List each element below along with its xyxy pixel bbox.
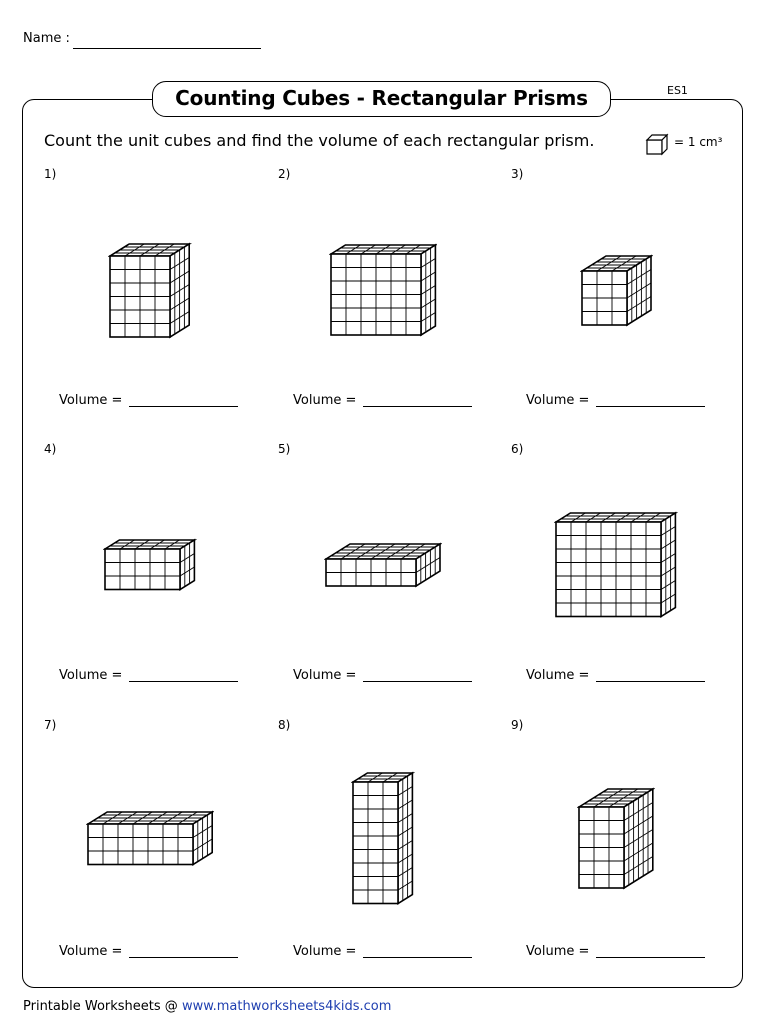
volume-answer-line[interactable] [129, 406, 238, 407]
problem-number: 1) [44, 167, 57, 181]
problem-number: 3) [511, 167, 524, 181]
prism-side-face [180, 540, 194, 590]
volume-label: Volume = [293, 944, 357, 959]
volume-answer-line[interactable] [596, 681, 705, 682]
prism-front-face [353, 782, 398, 904]
volume-label: Volume = [526, 393, 590, 408]
prism-figure-8 [351, 771, 414, 910]
rectangular-prism-figure [351, 771, 414, 906]
volume-answer-line[interactable] [596, 406, 705, 407]
volume-answer-row [59, 668, 238, 683]
rectangular-prism-figure [324, 542, 442, 588]
prism-figure-5 [324, 542, 442, 592]
prism-side-face [661, 513, 675, 617]
volume-label: Volume = [59, 393, 123, 408]
footer-prefix: Printable Worksheets @ [23, 999, 178, 1014]
volume-answer-line[interactable] [363, 957, 472, 958]
volume-answer-row [526, 944, 705, 959]
rectangular-prism-figure [580, 254, 653, 327]
prism-figure-2 [329, 243, 437, 341]
volume-answer-row [59, 393, 238, 408]
instructions-text: Count the unit cubes and find the volume of each rectangular prism. [44, 131, 595, 150]
volume-answer-row [526, 668, 705, 683]
problem-number: 6) [511, 442, 524, 456]
volume-label: Volume = [59, 944, 123, 959]
rectangular-prism-figure [86, 810, 214, 867]
rectangular-prism-figure [577, 787, 655, 890]
volume-answer-row [526, 393, 705, 408]
prism-front-face [88, 824, 193, 865]
name-label: Name : [23, 31, 70, 46]
prism-figure-9 [577, 787, 655, 894]
volume-label: Volume = [293, 668, 357, 683]
volume-answer-line[interactable] [363, 406, 472, 407]
volume-answer-row [293, 668, 472, 683]
name-field-line[interactable] [73, 48, 261, 49]
prism-front-face [556, 522, 661, 617]
volume-label: Volume = [59, 668, 123, 683]
volume-answer-line[interactable] [363, 681, 472, 682]
prism-figure-4 [103, 538, 196, 596]
volume-answer-line[interactable] [129, 957, 238, 958]
volume-answer-row [293, 393, 472, 408]
prism-figure-7 [86, 810, 214, 871]
problem-number: 5) [278, 442, 291, 456]
volume-answer-line[interactable] [129, 681, 238, 682]
problem-number: 8) [278, 718, 291, 732]
rectangular-prism-figure [103, 538, 196, 592]
volume-label: Volume = [293, 393, 357, 408]
footer-link[interactable]: www.mathworksheets4kids.com [181, 999, 392, 1014]
prism-front-face [105, 549, 180, 590]
problem-number: 7) [44, 718, 57, 732]
problem-number: 9) [511, 718, 524, 732]
rectangular-prism-figure [554, 511, 677, 619]
volume-answer-row [293, 944, 472, 959]
worksheet-title: Counting Cubes - Rectangular Prisms [152, 81, 611, 117]
rectangular-prism-figure [108, 242, 191, 339]
unit-cube-label: = 1 cm³ [674, 135, 723, 149]
volume-answer-line[interactable] [596, 957, 705, 958]
unit-cube-legend [645, 132, 735, 156]
prism-figure-1 [108, 242, 191, 343]
prism-figure-6 [554, 511, 677, 623]
problem-number: 2) [278, 167, 291, 181]
problem-number: 4) [44, 442, 57, 456]
worksheet-code: ES1 [667, 84, 688, 97]
prism-side-face [398, 773, 412, 904]
footer [23, 999, 391, 1014]
unit-cube-icon [645, 132, 671, 156]
prism-figure-3 [580, 254, 653, 331]
volume-label: Volume = [526, 668, 590, 683]
rectangular-prism-figure [329, 243, 437, 337]
volume-answer-row [59, 944, 238, 959]
volume-label: Volume = [526, 944, 590, 959]
